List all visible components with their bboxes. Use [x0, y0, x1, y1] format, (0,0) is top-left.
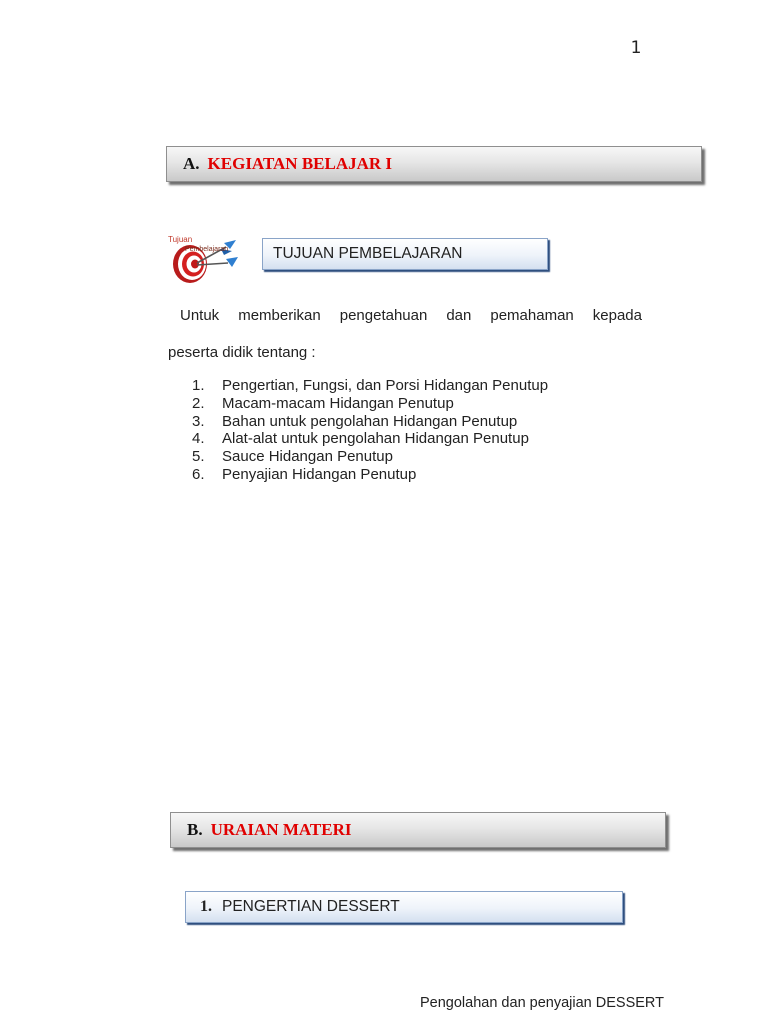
list-item-text: Sauce Hidangan Penutup	[222, 448, 393, 466]
subsection-1-title: PENGERTIAN DESSERT	[222, 898, 400, 915]
page-footer: Pengolahan dan penyajian DESSERT	[420, 995, 664, 1011]
intro-line-1: Untuk memberikan pengetahuan dan pemahaman kepada	[180, 307, 642, 324]
list-item-number: 4.	[192, 430, 205, 448]
intro-line-2: peserta didik tentang :	[168, 344, 316, 361]
goals-list	[192, 377, 548, 484]
list-item-text: Bahan untuk pengolahan Hidangan Penutup	[222, 412, 518, 430]
section-a-letter: A.	[183, 154, 200, 173]
list-item-number: 5.	[192, 448, 205, 466]
list-item-text: Macam-macam Hidangan Penutup	[222, 394, 454, 412]
list-item-number: 6.	[192, 465, 205, 483]
target-dart-icon	[166, 230, 240, 290]
section-a-banner	[166, 146, 702, 182]
list-item	[192, 448, 548, 466]
icon-text-2: Pembelajaran	[185, 246, 229, 253]
list-item	[192, 466, 548, 484]
section-a-title: KEGIATAN BELAJAR I	[207, 154, 393, 173]
list-item-text: Pengertian, Fungsi, dan Porsi Hidangan Penutup	[222, 377, 549, 394]
subsection-1-number: 1.	[200, 898, 212, 915]
list-item-number: 1.	[192, 377, 205, 394]
section-b-banner	[170, 812, 666, 848]
subsection-1-banner	[185, 891, 623, 923]
section-b-title: URAIAN MATERI	[210, 820, 352, 839]
list-item-number: 3.	[192, 412, 205, 430]
list-item	[192, 430, 548, 448]
page-number: 1	[630, 38, 642, 58]
list-item	[192, 413, 548, 431]
list-item-text: Penyajian Hidangan Penutup	[222, 465, 417, 483]
list-item	[192, 377, 548, 395]
list-item-text: Alat-alat untuk pengolahan Hidangan Penutup	[222, 430, 529, 448]
section-b-letter: B.	[187, 820, 203, 839]
list-item	[192, 395, 548, 413]
goals-heading: TUJUAN PEMBELAJARAN	[273, 245, 463, 262]
icon-text-1: Tujuan	[168, 235, 193, 244]
list-item-number: 2.	[192, 394, 205, 412]
goals-heading-banner	[262, 238, 548, 270]
